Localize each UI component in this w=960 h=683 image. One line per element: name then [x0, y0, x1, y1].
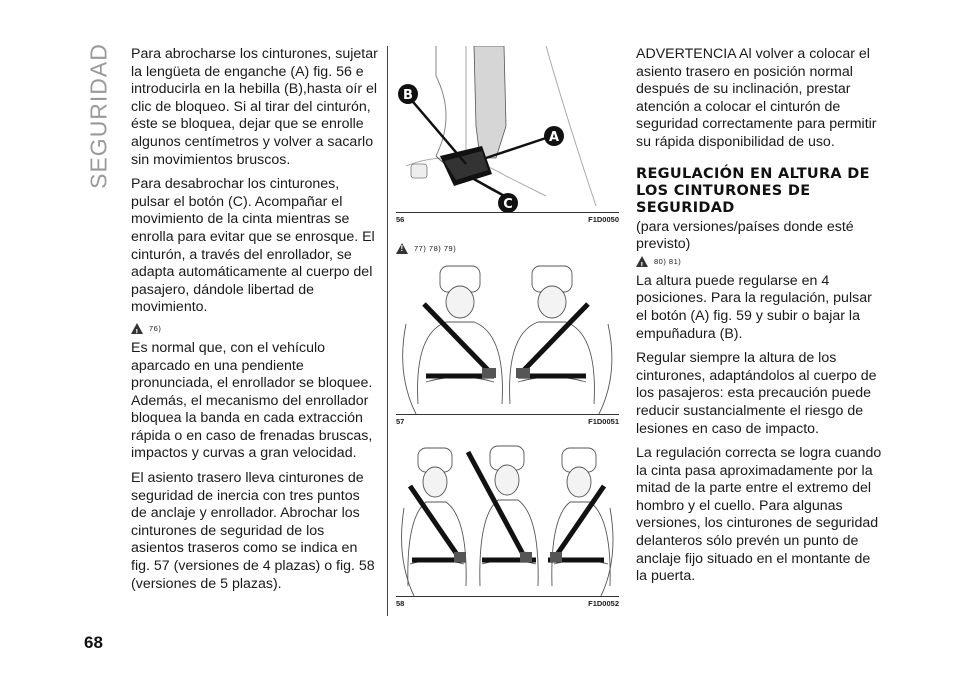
paragraph: Para abrocharse los cinturones, sujetar la lengüeta de enganche (A) fig. 56 e introducirla en la hebilla (B),hasta oír el clic de bloqueo. Si al tirar del cinturón, éste se bloquea, dejar que se enrolle algunos centímetros y volver a sacarlo sin movimientos bruscos.: [131, 46, 378, 168]
section-heading: REGULACIÓN EN ALTURA DE LOS CINTURONES DE SEGURIDAD: [636, 165, 870, 216]
text-column-left: [131, 46, 379, 600]
text-column-right: [636, 46, 884, 593]
paragraph: Para desabrochar los cinturones, pulsar el botón (C). Acompañar el movimiento de la cinta mientras se enrolla para evitar que se enrosque. El cinturón, a través del enrollador, se adapta automáticamente al cuerpo del pasajero, dándole libertad de movimiento.: [131, 176, 375, 316]
warning-reference: ! 76): [131, 322, 379, 336]
figure-57: [396, 264, 619, 426]
warning-icon: [131, 323, 143, 334]
section-title: SEGURIDAD: [85, 43, 112, 189]
column-divider: [387, 46, 388, 616]
paragraph: La altura puede regularse en 4 posiciones. Para la regulación, pulsar el botón (A) fig. 59 y subir o bajar la empuñadura (B).: [636, 272, 872, 342]
callout-b: B: [403, 88, 413, 103]
warning-reference: ! 80) 81): [636, 255, 884, 269]
figure-caption: 57 F1D0051: [396, 417, 619, 426]
callout-c: C: [503, 197, 513, 212]
paragraph: Es normal que, con el vehículo aparcado en una pendiente pronunciada, el enrollador se bloquee. Además, el mecanismo del enrollador bloquea la banda en cada extracción rápida o en caso de frenadas bruscas, impactos y curvas a gran velocidad.: [131, 339, 373, 462]
figure-caption: 58 F1D0052: [396, 599, 619, 608]
paragraph: ADVERTENCIA Al volver a colocar el asiento trasero en posición normal después de su inclinación, prestar atención a colocar el cinturón de seguridad correctamente para permitir su rápida disponibilidad de uso.: [636, 46, 877, 150]
figure-56: [396, 46, 619, 224]
paragraph: La regulación correcta se logra cuando la cinta pasa aproximadamente por la mitad de la parte entre el extremo del hombro y el cuello. Para algunas versiones, los cinturones de seguridad delanteros sólo prevén un punto de anclaje fijo situado en el montante de la puerta.: [636, 445, 882, 585]
warning-icon: [636, 256, 648, 267]
callout-a: A: [548, 130, 560, 145]
figure-caption: 56 F1D0050: [396, 215, 619, 224]
rear-seat-4-places-illustration: [396, 264, 619, 414]
warning-reference: ! 77) 78) 79): [396, 241, 456, 255]
figure-58: [396, 438, 619, 608]
seatbelt-buckle-illustration: [396, 46, 619, 212]
page-number: 68: [84, 633, 103, 652]
rear-seat-5-places-illustration: [396, 438, 619, 596]
paragraph: (para versiones/países donde esté previsto): [636, 218, 854, 253]
paragraph: El asiento trasero lleva cinturones de seguridad de inercia con tres puntos de anclaje y enrollador. Abrochar los cinturones de seguridad de los asientos traseros como se indica en fig. 57 (versiones de 4 plazas) o fig. 58 (versiones de 5 plazas).: [131, 470, 375, 592]
warning-icon: [396, 243, 408, 254]
paragraph: Regular siempre la altura de los cinturones, adaptándolos al cuerpo de los pasajeros: esta precaución puede reducir sustancialmente el riesgo de lesiones en caso de impacto.: [636, 350, 877, 437]
